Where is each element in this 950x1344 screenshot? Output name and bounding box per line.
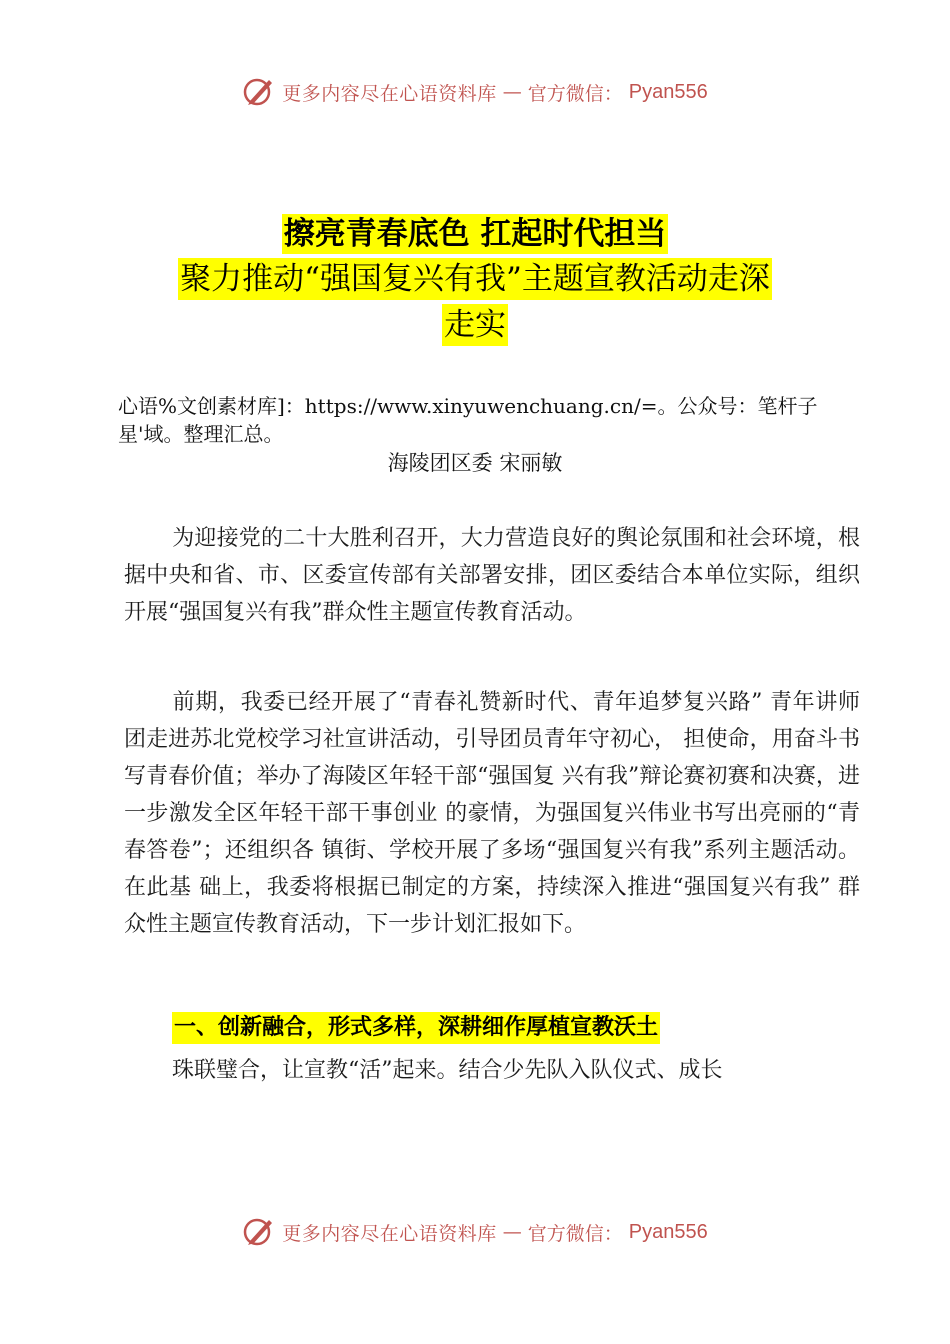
paragraph-1-text: 为迎接党的二十大胜利召开，大力营造良好的舆论氛围和社会环境，根据中央和省、市、区委宣传部有关部署安排，团区委结合本单位实际，组织开展“强国复兴有我”群众性主题宣传教育活动。 (124, 526, 860, 625)
banner-text: 更多内容尽在心语资料库 (282, 82, 497, 105)
section-1-text: 珠联璧合，让宣教“活”起来。结合少先队入队仪式、成长 (172, 1058, 723, 1083)
title-line-2: 聚力推动“强国复兴有我”主题宣教活动走深 (178, 258, 772, 300)
section-1-heading: 一、创新融合，形式多样，深耕细作厚植宣教沃土 (172, 1012, 660, 1044)
pen-circle-logo-icon (242, 75, 276, 109)
banner-wechat-label: 官方微信： (527, 82, 623, 105)
source-note: 心语%文创素材库]：https://www.xinyuwenchuang.cn/=。公众号：笔杆子星'域。整理汇总。 (118, 394, 818, 446)
paragraph-2-text: 前期，我委已经开展了“青春礼赞新时代、青年追梦复兴路” 青年讲师团走进苏北党校学习社宣讲活动，引导团员青年守初心， 担使命，用奋斗书写青春价值；举办了海陵区年轻干部“强国复 兴有我”辩论赛初赛和决赛，进一步激发全区年轻干部干事创业 的豪情，为强国复兴伟业书写出亮丽的“青春答卷”；还组织各 镇街、学校开展了多场“强国复兴有我”系列主题活动。在此基 础上，我委将根据已制定的方案，持续深入推进“强国复兴有我” 群众性主题宣传教育活动，下一步计划汇报如下。 (124, 690, 860, 937)
banner-separator: — (502, 81, 522, 103)
footer-banner (0, 1212, 950, 1252)
banner-wechat-id: Pyan556 (628, 1220, 708, 1243)
pen-circle-logo-icon (242, 1215, 276, 1249)
title-line-3: 走实 (442, 304, 508, 346)
header-banner (0, 72, 950, 112)
banner-text: 更多内容尽在心语资料库 (282, 1222, 497, 1245)
paragraph-2 (124, 684, 860, 943)
paragraph-1 (124, 520, 860, 631)
author-line: 海陵团区委 宋丽敏 (387, 451, 563, 475)
banner-wechat-label: 官方微信： (527, 1222, 623, 1245)
document-title (60, 214, 890, 350)
banner-wechat-id: Pyan556 (628, 80, 708, 103)
banner-separator: — (502, 1221, 522, 1243)
title-line-1: 擦亮青春底色 扛起时代担当 (283, 216, 667, 252)
